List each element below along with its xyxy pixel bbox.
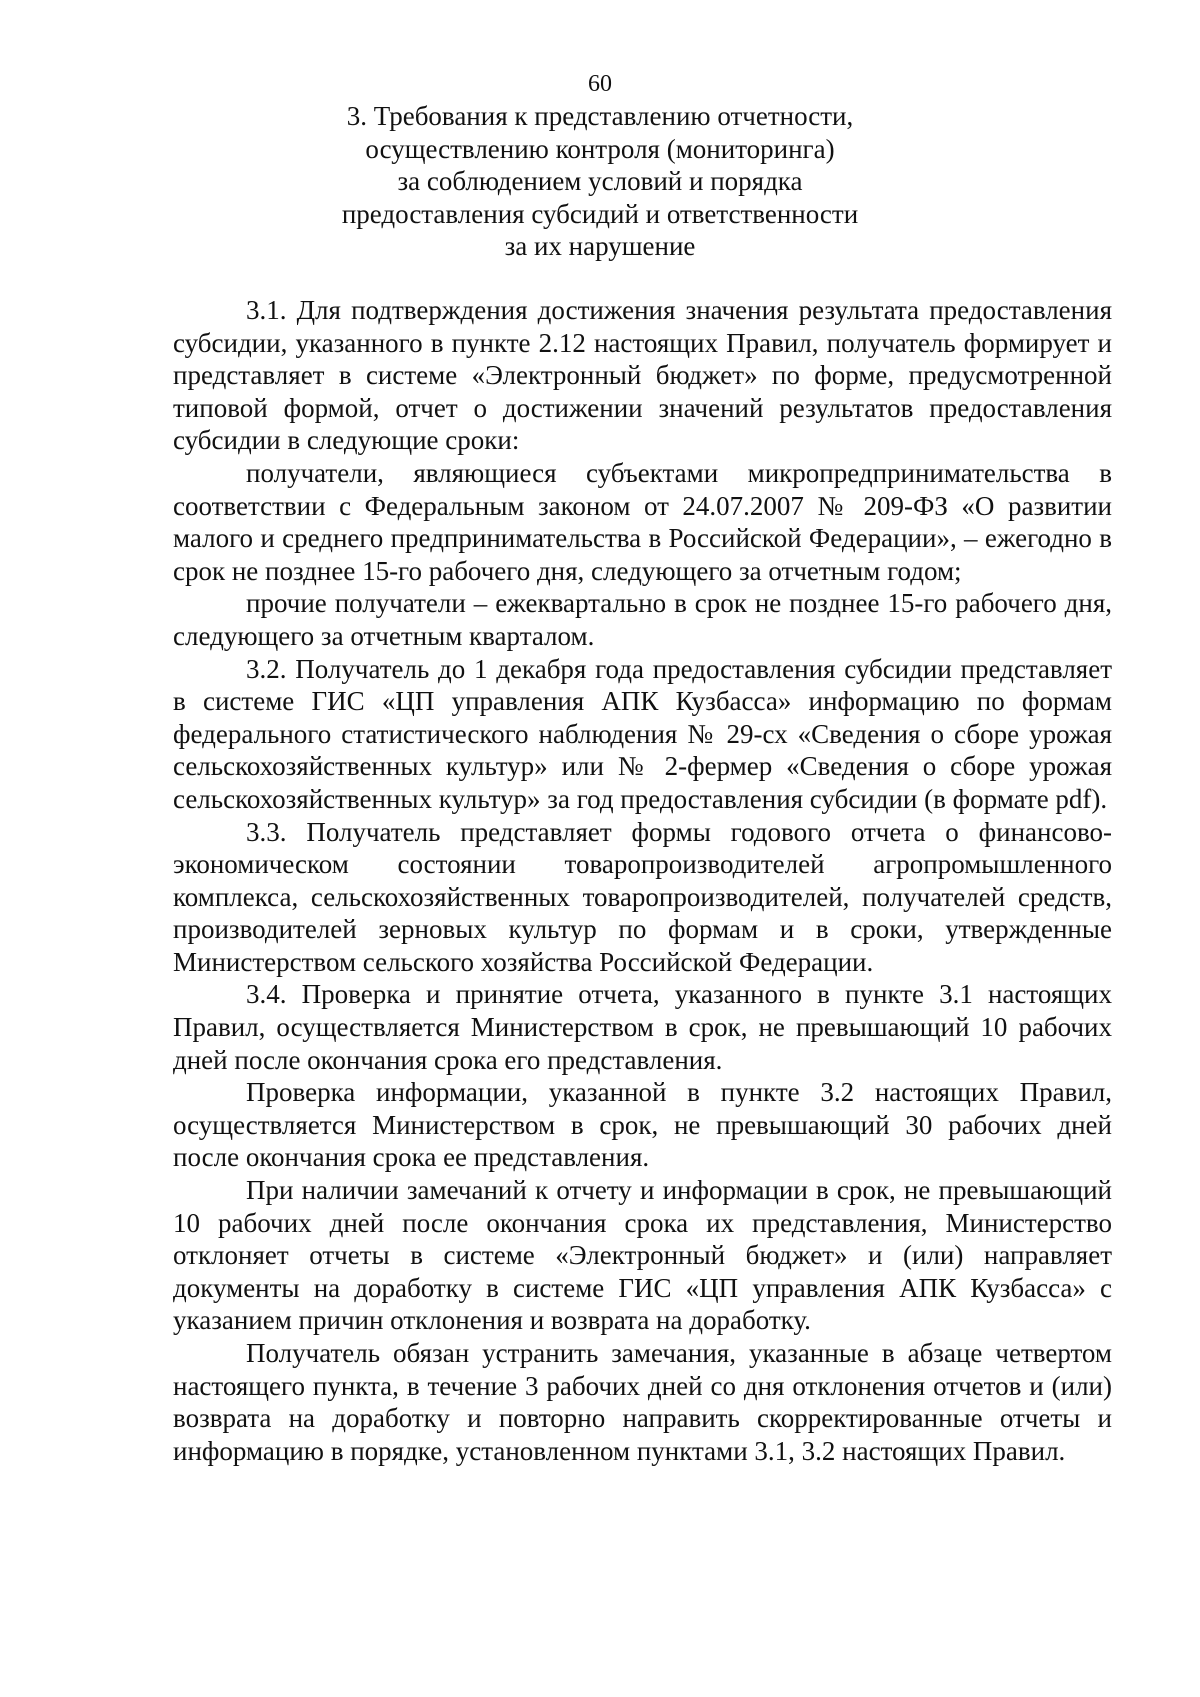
section-heading-line: предоставления субсидий и ответственности [341,198,859,229]
section-heading-line: за их нарушение [504,231,696,262]
section-heading-line: 3. Требования к представлению отчетности, [346,101,854,131]
document-body [173,294,1112,1467]
paragraph-3-1: 3.1. Для подтверждения достижения значения результата предоставления субсидии, указанного в пункте 2.12 настоящих Правил, получатель формирует и представляет в системе «Электронный бюджет» по форме, предусмотренной типовой формой, отчет о достижении значений результатов предоставления субсидии в следующие сроки: [173,295,1112,456]
paragraph-remarks: При наличии замечаний к отчету и информации в срок, не превышающий 10 рабочих дней после окончания срока их представления, Министерство отклоняет отчеты в системе «Электронный бюджет» и (или) направляет документы на доработку в системе ГИС «ЦП управления АПК Кузбасса» с указанием причин отклонения и возврата на доработку. [173,1175,1112,1336]
page-number: 60 [588,71,612,97]
section-heading [300,100,900,263]
paragraph-info-check: Проверка информации, указанной в пункте 3.2 настоящих Правил, осуществляется Министерством в срок, не превышающий 30 рабочих дней после окончания срока ее представления. [173,1077,1112,1173]
paragraph-3-2: 3.2. Получатель до 1 декабря года предоставления субсидии представляет в системе ГИС «ЦП управления АПК Кузбасса» информацию по формам федерального статистического наблюдения № 29-сх «Сведения о сборе урожая сельскохозяйственных культур» или № 2-фермер «Сведения о сборе урожая сельскохозяйственных культур» за год предоставления субсидии (в формате pdf). [173,653,1112,814]
section-heading-line: за соблюдением условий и порядка [397,166,803,197]
paragraph-3-4: 3.4. Проверка и принятие отчета, указанного в пункте 3.1 настоящих Правил, осуществляется Министерством в срок, не превышающий 10 рабочих дней после окончания срока его представления. [173,979,1112,1075]
paragraph-micro-recipients: получатели, являющиеся субъектами микропредпринимательства в соответствии с Федеральным законом от 24.07.2007 № 209-ФЗ «О развитии малого и среднего предпринимательства в Российской Федерации», – ежегодно в срок не позднее 15-го рабочего дня, следующего за отчетным годом; [173,457,1112,586]
paragraph-corrections: Получатель обязан устранить замечания, указанные в абзаце четвертом настоящего пункта, в течение 3 рабочих дней со дня отклонения отчетов и (или) возврата на доработку и повторно направить скорректированные отчеты и информацию в порядке, установленном пунктами 3.1, 3.2 настоящих Правил. [173,1338,1112,1466]
paragraph-other-recipients: прочие получатели – ежеквартально в срок не позднее 15-го рабочего дня, следующего за отчетным кварталом. [173,588,1112,651]
paragraph-3-3: 3.3. Получатель представляет формы годового отчета о финансово-экономическом состоянии товаропроизводителей агропромышленного комплекса, сельскохозяйственных товаропроизводителей, получателей средств, производителей зерновых культур по формам и в сроки, утвержденные Министерством сельского хозяйства Российской Федерации. [173,816,1112,977]
section-heading-line: осуществлению контроля (мониторинга) [365,133,835,164]
